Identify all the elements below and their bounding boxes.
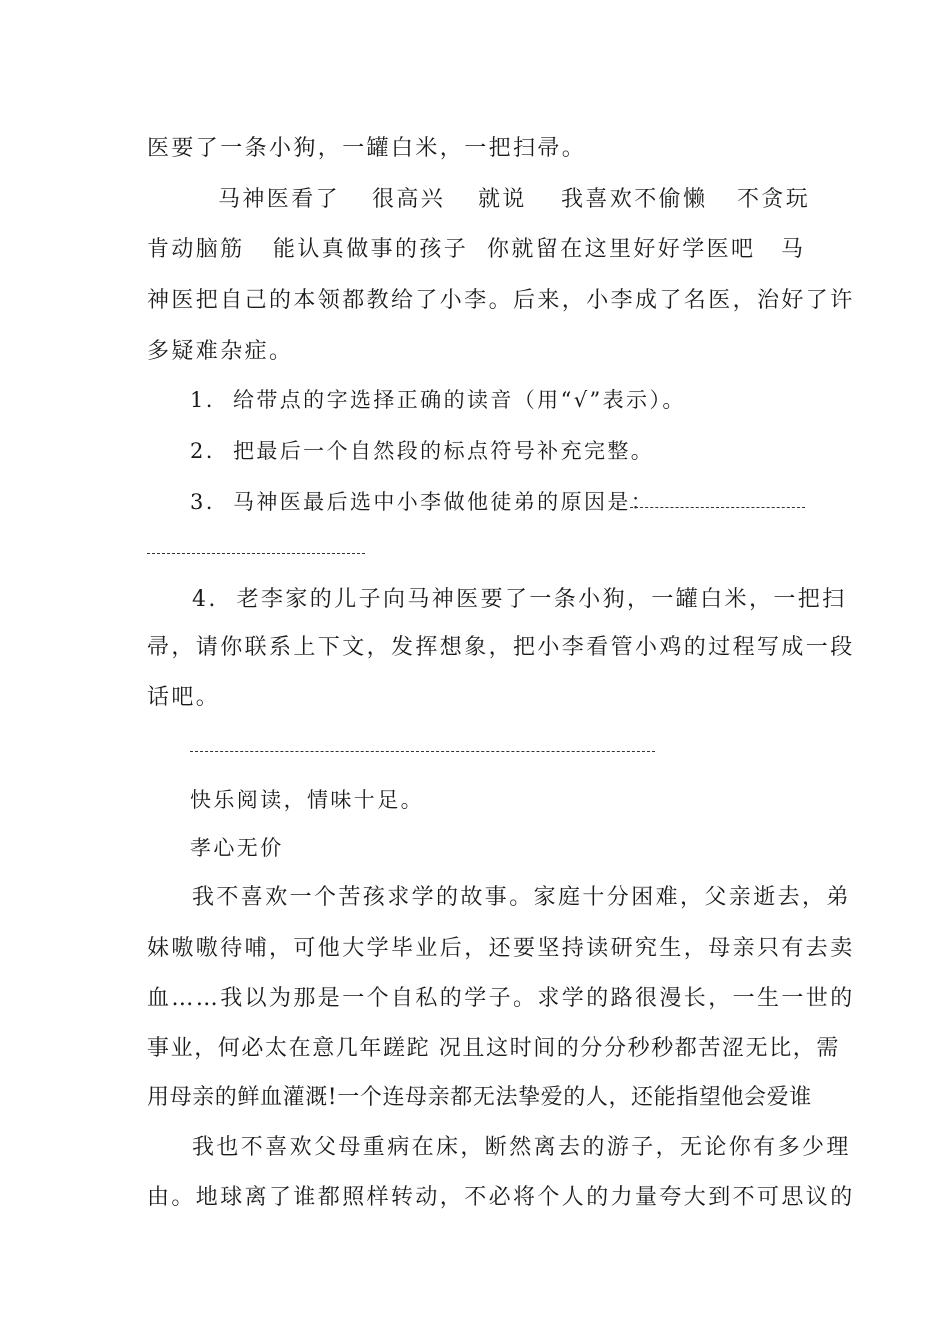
text-segment: 就说	[478, 187, 527, 212]
story-line: 妹嗷嗷待哺，可他大学毕业后，还要坚持读研究生，母亲只有去卖	[147, 936, 855, 961]
story-line: 用母亲的鲜血灌溉!一个连母亲都无法挚爱的人，还能指望他会爱谁	[147, 1085, 812, 1110]
story-line: 我也不喜欢父母重病在床，断然离去的游子，无论你有多少理	[192, 1135, 851, 1160]
answer-line	[190, 751, 655, 752]
story-line: 由。地球离了谁都照样转动，不必将个人的力量夸大到不可思议的	[147, 1185, 855, 1210]
section-title: 快乐阅读，情味十足。	[190, 788, 424, 812]
question-2: 2. 把最后一个自然段的标点符号补充完整。	[190, 439, 655, 463]
story-line: 我不喜欢一个苦孩求学的故事。家庭十分困难，父亲逝去，弟	[192, 885, 851, 910]
text-segment: 你就留在这里好好学医吧	[487, 237, 756, 262]
text-segment: 很高兴	[372, 187, 446, 212]
question-1: 1. 给带点的字选择正确的读音（用“√”表示）。	[190, 388, 686, 412]
story-title: 孝心无价	[190, 836, 284, 860]
text-segment: 马	[781, 237, 806, 262]
text-line: 多疑难杂症。	[147, 339, 294, 364]
question-4-line: 话吧。	[147, 685, 221, 710]
story-line: 事业，何必太在意几年蹉跎 况且这时间的分分秒秒都苦涩无比，需	[147, 1036, 840, 1061]
story-line: 血……我以为那是一个自私的学子。求学的路很漫长，一生一世的	[147, 986, 855, 1011]
text-segment: 我喜欢不偷懒	[561, 187, 708, 212]
question-4-line: 帚，请你联系上下文，发挥想象，把小李看管小鸡的过程写成一段	[147, 635, 855, 660]
text-segment: 肯动脑筋	[147, 237, 245, 262]
question-3: 3. 马神医最后选中小李做他徒弟的原因是：	[190, 490, 655, 514]
answer-line	[147, 553, 365, 554]
text-line: 医要了一条小狗，一罐白米，一把扫帚。	[147, 136, 587, 161]
question-4-line: 4. 老李家的儿子向马神医要了一条小狗，一罐白米，一把扫	[192, 587, 847, 612]
answer-line	[630, 507, 805, 508]
text-segment: 不贪玩	[737, 187, 811, 212]
text-segment: 能认真做事的孩子	[273, 237, 469, 262]
text-line: 神医把自己的本领都教给了小李。后来，小李成了名医，治好了许	[147, 288, 855, 313]
text-segment: 马神医看了	[218, 187, 341, 212]
